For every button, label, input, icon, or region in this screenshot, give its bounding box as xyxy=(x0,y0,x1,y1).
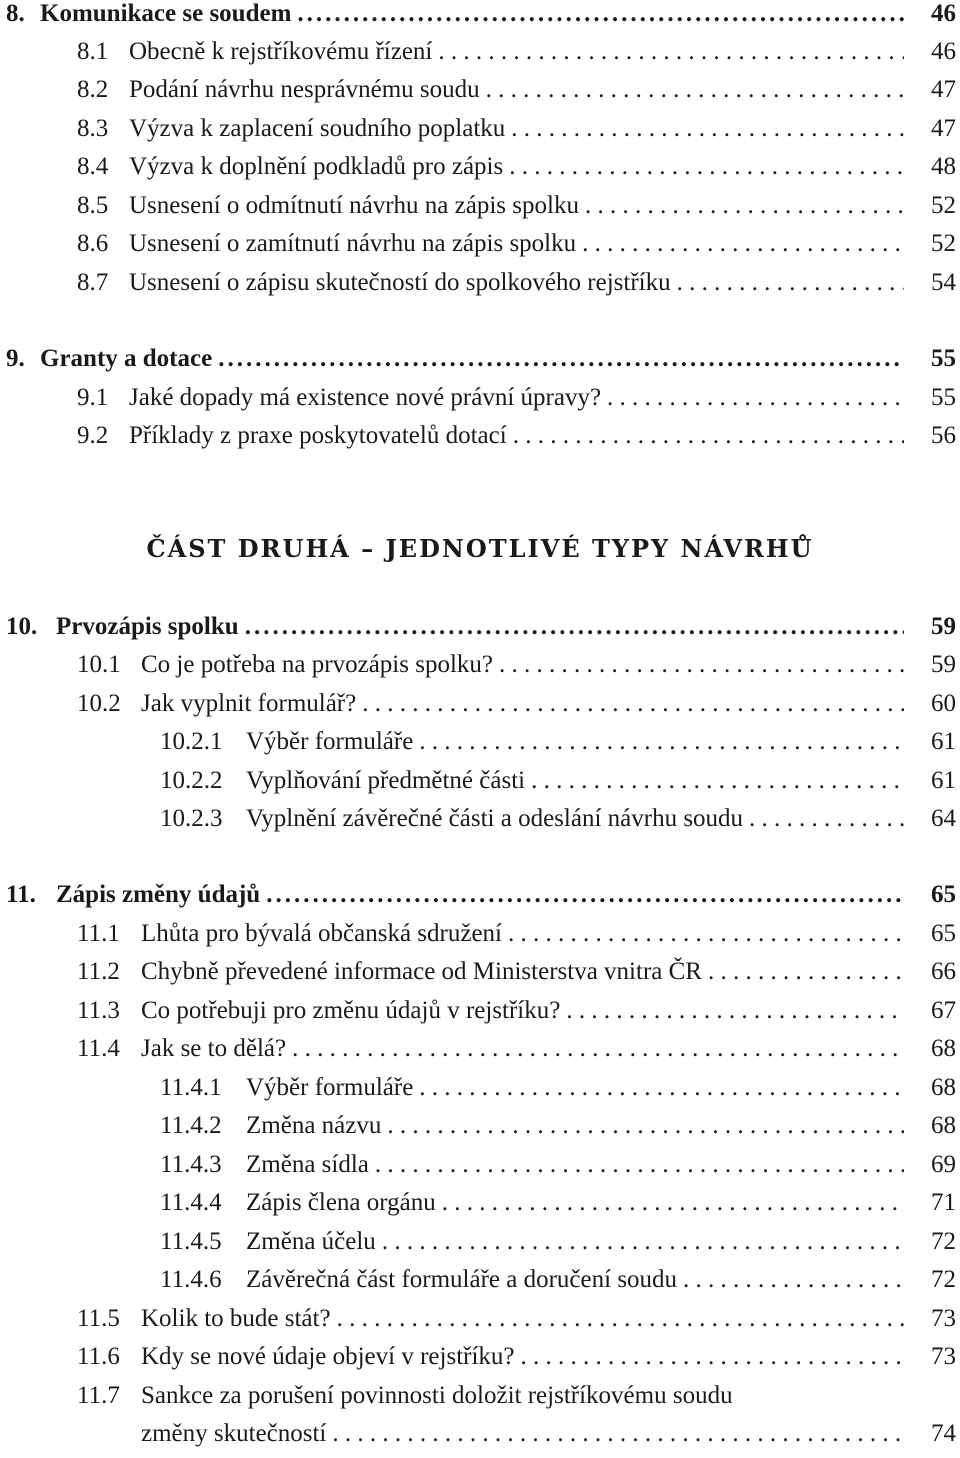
toc-title-continued: změny skutečností xyxy=(141,1420,327,1447)
toc-number: 8.4 xyxy=(77,153,109,180)
toc-title: Obecně k rejstříkovému řízení xyxy=(129,38,433,65)
toc-chapter-10[interactable] xyxy=(6,608,956,646)
dot-leader xyxy=(387,1107,904,1145)
toc-page-number: 52 xyxy=(931,192,956,219)
toc-entry-11-7[interactable] xyxy=(77,1377,956,1415)
toc-number: 9.1 xyxy=(77,384,109,411)
toc-entry-8-1[interactable] xyxy=(77,33,956,71)
toc-page-number: 67 xyxy=(931,997,956,1024)
toc-number: 10.2.1 xyxy=(160,728,223,755)
toc-page-number: 60 xyxy=(931,690,956,717)
toc-entry-10-2-3[interactable] xyxy=(160,800,956,838)
dot-leader xyxy=(419,723,904,761)
toc-title: Výběr formuláře xyxy=(246,1074,414,1101)
toc-title: Výzva k doplnění podkladů pro zápis xyxy=(129,153,504,180)
dot-leader xyxy=(499,646,904,684)
toc-number: 8.7 xyxy=(77,269,109,296)
toc-title: Jak se to dělá? xyxy=(141,1035,287,1062)
toc-page-number: 65 xyxy=(931,881,956,908)
toc-title: Podání návrhu nesprávnému soudu xyxy=(129,76,480,103)
toc-number: 11.4.5 xyxy=(160,1228,222,1255)
toc-number: 9. xyxy=(6,345,25,372)
toc-entry-11-4[interactable] xyxy=(77,1030,956,1068)
toc-page-number: 65 xyxy=(931,920,956,947)
toc-page-number: 64 xyxy=(931,805,956,832)
toc-page-number: 68 xyxy=(931,1035,956,1062)
toc-number: 11.7 xyxy=(77,1382,120,1409)
dot-leader xyxy=(332,1415,904,1453)
toc-entry-10-1[interactable] xyxy=(77,646,956,684)
toc-entry-8-6[interactable] xyxy=(77,225,956,263)
dot-leader xyxy=(585,187,904,225)
toc-page-number: 61 xyxy=(931,767,956,794)
toc-page-number: 46 xyxy=(931,38,956,65)
toc-entry-8-3[interactable] xyxy=(77,110,956,148)
dot-leader xyxy=(708,953,904,991)
toc-entry-11-5[interactable] xyxy=(77,1300,956,1338)
toc-title: Jak vyplnit formulář? xyxy=(141,690,357,717)
toc-page-number: 71 xyxy=(931,1189,956,1216)
dot-leader xyxy=(419,1069,904,1107)
toc-page-number: 73 xyxy=(931,1305,956,1332)
toc-title: Komunikace se soudem xyxy=(40,0,292,27)
dot-leader xyxy=(509,148,904,186)
toc-page-number: 47 xyxy=(931,76,956,103)
dot-leader xyxy=(442,1184,904,1222)
toc-entry-11-1[interactable] xyxy=(77,915,956,953)
toc-page-number: 69 xyxy=(931,1151,956,1178)
toc-page-number: 61 xyxy=(931,728,956,755)
toc-page-number: 47 xyxy=(931,115,956,142)
toc-title: Kolik to bude stát? xyxy=(141,1305,331,1332)
toc-title: Jaké dopady má existence nové právní úpravy? xyxy=(129,384,602,411)
dot-leader xyxy=(607,379,904,417)
toc-page-number: 59 xyxy=(931,613,956,640)
toc-chapter-8[interactable] xyxy=(6,0,956,33)
dot-leader xyxy=(266,876,904,914)
toc-entry-11-7-continued[interactable] xyxy=(141,1415,956,1453)
toc-title: Co je potřeba na prvozápis spolku? xyxy=(141,651,493,678)
toc-entry-10-2-1[interactable] xyxy=(160,723,956,761)
toc-title: Vyplňování předmětné části xyxy=(246,767,526,794)
toc-entry-9-1[interactable] xyxy=(77,379,956,417)
toc-page-number: 54 xyxy=(931,269,956,296)
toc-page-number: 52 xyxy=(931,230,956,257)
toc-title: Změna sídla xyxy=(246,1151,369,1178)
toc-title: Výběr formuláře xyxy=(246,728,414,755)
toc-title: Usnesení o odmítnutí návrhu na zápis spolku xyxy=(129,192,579,219)
dot-leader xyxy=(566,992,904,1030)
toc-chapter-9[interactable] xyxy=(6,340,956,378)
toc-title: Změna účelu xyxy=(246,1228,376,1255)
toc-title: Zápis člena orgánu xyxy=(246,1189,436,1216)
toc-page-number: 73 xyxy=(931,1343,956,1370)
toc-entry-11-4-3[interactable] xyxy=(160,1146,956,1184)
dot-leader xyxy=(337,1300,904,1338)
toc-page-number: 72 xyxy=(931,1228,956,1255)
toc-title: Sankce za porušení povinnosti doložit rejstříkovému soudu xyxy=(141,1382,733,1409)
toc-number: 11.4 xyxy=(77,1035,120,1062)
dot-leader xyxy=(749,800,904,838)
toc-title: Změna názvu xyxy=(246,1112,382,1139)
toc-page-number: 46 xyxy=(931,0,956,27)
toc-title: Výzva k zaplacení soudního poplatku xyxy=(129,115,506,142)
dot-leader xyxy=(677,264,904,302)
toc-entry-11-6[interactable] xyxy=(77,1338,956,1376)
toc-number: 11. xyxy=(6,881,36,908)
toc-number: 8.6 xyxy=(77,230,109,257)
dot-leader xyxy=(513,417,904,455)
toc-number: 8.1 xyxy=(77,38,109,65)
toc-title: Příklady z praxe poskytovatelů dotací xyxy=(129,422,507,449)
part-heading: ČÁST DRUHÁ – JEDNOTLIVÉ TYPY NÁVRHŮ xyxy=(146,534,814,563)
dot-leader xyxy=(438,33,904,71)
toc-title: Usnesení o zápisu skutečností do spolkového rejstříku xyxy=(129,269,671,296)
toc-number: 8.2 xyxy=(77,76,109,103)
toc-number: 10.2.3 xyxy=(160,805,223,832)
toc-entry-8-4[interactable] xyxy=(77,148,956,186)
toc-page-number: 66 xyxy=(931,958,956,985)
toc-number: 11.4.3 xyxy=(160,1151,222,1178)
dot-leader xyxy=(297,0,904,33)
toc-number: 11.4.1 xyxy=(160,1074,222,1101)
dot-leader xyxy=(531,762,904,800)
dot-leader xyxy=(362,685,904,723)
toc-number: 8.5 xyxy=(77,192,109,219)
toc-number: 8. xyxy=(6,0,25,27)
toc-number: 11.6 xyxy=(77,1343,120,1370)
toc-title: Prvozápis spolku xyxy=(56,613,239,640)
toc-title: Kdy se nové údaje objeví v rejstříku? xyxy=(141,1343,515,1370)
toc-page-number: 55 xyxy=(931,384,956,411)
toc-number: 10.2.2 xyxy=(160,767,223,794)
toc-page-number: 74 xyxy=(931,1420,956,1447)
toc-title: Lhůta pro bývalá občanská sdružení xyxy=(141,920,502,947)
dot-leader xyxy=(582,225,904,263)
toc-page-number: 72 xyxy=(931,1266,956,1293)
toc-entry-10-2-2[interactable] xyxy=(160,762,956,800)
toc-number: 11.4.6 xyxy=(160,1266,222,1293)
toc-number: 11.1 xyxy=(77,920,120,947)
dot-leader xyxy=(683,1261,904,1299)
toc-page-number: 48 xyxy=(931,153,956,180)
toc-number: 9.2 xyxy=(77,422,109,449)
dot-leader xyxy=(292,1030,904,1068)
toc-number: 11.4.4 xyxy=(160,1189,222,1216)
toc-page-number: 68 xyxy=(931,1112,956,1139)
dot-leader xyxy=(511,110,904,148)
dot-leader xyxy=(245,608,904,646)
toc-number: 8.3 xyxy=(77,115,109,142)
toc-number: 11.5 xyxy=(77,1305,120,1332)
dot-leader xyxy=(218,340,904,378)
toc-number: 10.2 xyxy=(77,690,121,717)
toc-entry-11-2[interactable] xyxy=(77,953,956,991)
toc-chapter-11[interactable] xyxy=(6,876,956,914)
dot-leader xyxy=(486,71,904,109)
dot-leader xyxy=(508,915,904,953)
dot-leader xyxy=(521,1338,904,1376)
toc-entry-11-4-4[interactable] xyxy=(160,1184,956,1222)
toc-number: 10. xyxy=(6,613,38,640)
dot-leader xyxy=(382,1223,904,1261)
toc-title: Vyplnění závěrečné části a odeslání návrhu soudu xyxy=(246,805,744,832)
toc-title: Usnesení o zamítnutí návrhu na zápis spolku xyxy=(129,230,577,257)
toc-number: 11.3 xyxy=(77,997,120,1024)
toc-entry-11-3[interactable] xyxy=(77,992,956,1030)
toc-entry-8-2[interactable] xyxy=(77,71,956,109)
toc-entry-11-4-6[interactable] xyxy=(160,1261,956,1299)
toc-page-number: 56 xyxy=(931,422,956,449)
toc-page-number: 55 xyxy=(931,345,956,372)
toc-entry-8-5[interactable] xyxy=(77,187,956,225)
toc-entry-11-4-1[interactable] xyxy=(160,1069,956,1107)
toc-number: 11.4.2 xyxy=(160,1112,222,1139)
toc-entry-10-2[interactable] xyxy=(77,685,956,723)
toc-title: Granty a dotace xyxy=(40,345,213,372)
toc-title: Zápis změny údajů xyxy=(56,881,261,908)
toc-title: Chybně převedené informace od Ministerstva vnitra ČR xyxy=(141,958,702,985)
toc-entry-8-7[interactable] xyxy=(77,264,956,302)
toc-page-number: 59 xyxy=(931,651,956,678)
toc-number: 10.1 xyxy=(77,651,121,678)
toc-entry-9-2[interactable] xyxy=(77,417,956,455)
toc-entry-11-4-2[interactable] xyxy=(160,1107,956,1145)
toc-page-number: 68 xyxy=(931,1074,956,1101)
dot-leader xyxy=(375,1146,904,1184)
toc-entry-11-4-5[interactable] xyxy=(160,1223,956,1261)
toc-title: Závěrečná část formuláře a doručení soudu xyxy=(246,1266,678,1293)
toc-number: 11.2 xyxy=(77,958,120,985)
toc-title: Co potřebuji pro změnu údajů v rejstříku? xyxy=(141,997,561,1024)
